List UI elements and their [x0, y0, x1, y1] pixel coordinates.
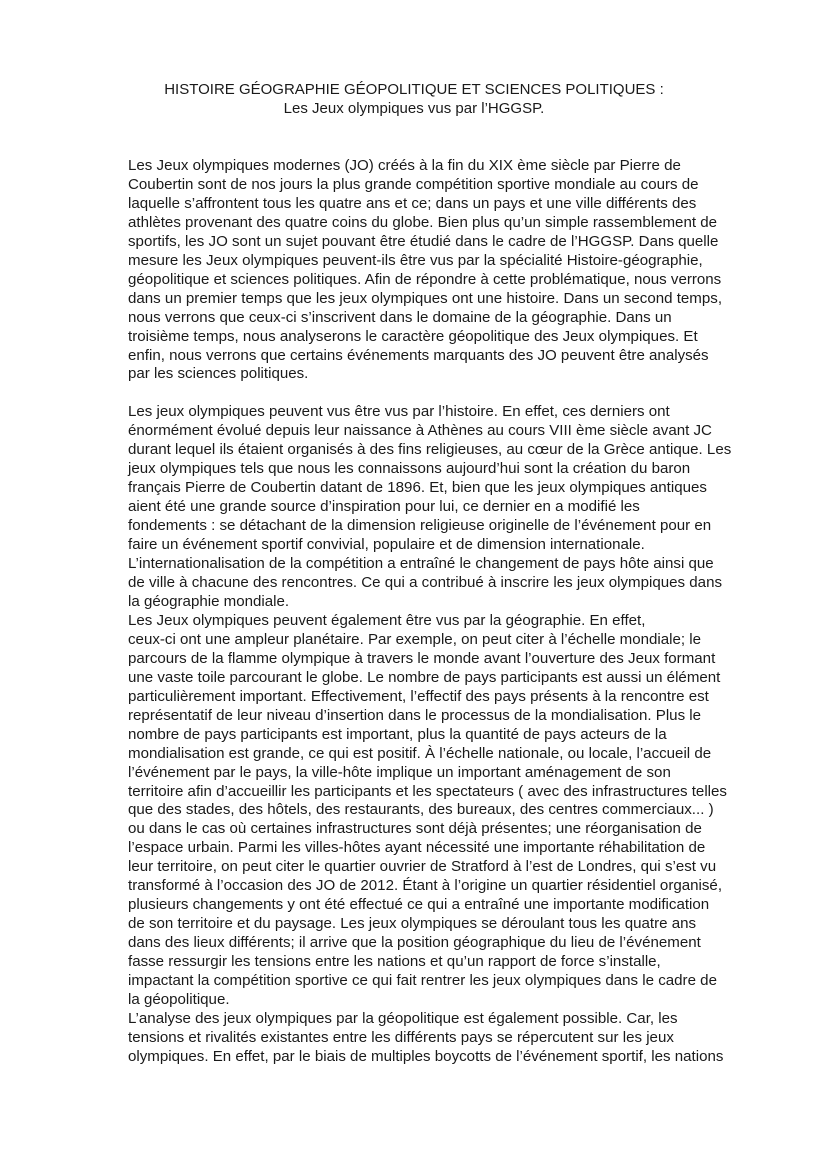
text-line: une vaste toile parcourant le globe. Le nombre de pays participants est aussi un élément	[128, 668, 721, 686]
text-line: aient été une grande source d’inspiration pour lui, ce dernier en a modifié les	[128, 498, 640, 516]
document-header	[0, 80, 828, 118]
text-line: impactant la compétition sportive ce qui fait rentrer les jeux olympiques dans le cadre de	[128, 972, 717, 990]
text-line: fasse ressurgir les tensions entre les nations et qu’un rapport de force s’installe,	[128, 953, 661, 971]
text-line: L’analyse des jeux olympiques par la géopolitique est également possible. Car, les	[128, 1009, 678, 1027]
text-line: dans un premier temps que les jeux olympiques ont une histoire. Dans un second temps,	[128, 289, 723, 307]
document-subtitle: Les Jeux olympiques vus par l’HGGSP.	[283, 100, 545, 117]
text-line: fondements : se détachant de la dimension religieuse originelle de l’événement pour en	[128, 517, 712, 535]
text-line: territoire afin d’accueillir les participants et les spectateurs ( avec des infrastructures telles	[128, 782, 727, 800]
text-line: enfin, nous verrons que certains événements marquants des JO peuvent être analysés	[128, 346, 709, 364]
text-line: Les Jeux olympiques modernes (JO) créés à la fin du XIX ème siècle par Pierre de	[128, 157, 681, 174]
text-line: athlètes provenant des quatre coins du globe. Bien plus qu’un simple rassemblement de	[128, 213, 718, 231]
text-line: nous verrons que ceux-ci s’inscrivent dans le domaine de la géographie. Dans un	[128, 308, 672, 326]
text-line: Les jeux olympiques peuvent vus être vus par l’histoire. En effet, ces derniers ont	[128, 403, 670, 421]
text-line: ceux-ci ont une ampleur planétaire. Par exemple, on peut citer à l’échelle mondiale; le	[128, 630, 702, 648]
text-line: l’événement par le pays, la ville-hôte implique un important aménagement de son	[128, 763, 671, 781]
text-line: géopolitique et sciences politiques. Afin de répondre à cette problématique, nous verrons	[128, 270, 722, 288]
text-line: mondialisation est grande, ce qui est positif. À l’échelle nationale, ou locale, l’accueil de	[128, 744, 712, 762]
document-body	[79, 157, 745, 1067]
text-line: la géographie mondiale.	[128, 592, 290, 610]
text-line: sportifs, les JO sont un sujet pouvant être étudié dans le cadre de l’HGGSP. Dans quelle	[128, 232, 719, 250]
text-line: ou dans le cas où certaines infrastructures sont déjà présentes; une réorganisation de	[128, 820, 702, 838]
text-line: olympiques. En effet, par le biais de multiples boycotts de l’événement sportif, les nations	[128, 1047, 724, 1065]
text-line: nombre de pays participants est important, plus la quantité de pays acteurs de la	[128, 725, 667, 743]
text-line: particulièrement important. Effectivement, l’effectif des pays présents à la rencontre est	[128, 687, 709, 705]
document-title: HISTOIRE GÉOGRAPHIE GÉOPOLITIQUE ET SCIENCES POLITIQUES :	[164, 81, 664, 98]
paragraph-histoire	[79, 403, 745, 611]
paragraph-geopolitique	[79, 1010, 745, 1067]
text-line: Coubertin sont de nos jours la plus grande compétition sportive mondiale au cours de	[128, 175, 699, 193]
text-line: L’internationalisation de la compétition a entraîné le changement de pays hôte ainsi que	[128, 555, 714, 573]
text-line: Les Jeux olympiques peuvent également être vus par la géographie. En effet,	[128, 611, 646, 629]
text-line: français Pierre de Coubertin datant de 1896. Et, bien que les jeux olympiques antiques	[128, 479, 707, 497]
paragraph-introduction	[79, 157, 745, 384]
text-line: durant lequel ils étaient organisés à des fins religieuses, au cœur de la Grèce antique. Les	[128, 441, 732, 459]
text-line: leur territoire, on peut citer le quartier ouvrier de Stratford à l’est de Londres, qui s’est vu	[128, 858, 717, 876]
text-line: troisième temps, nous analyserons le caractère géopolitique des Jeux olympiques. Et	[128, 327, 698, 345]
paragraph-geographie	[79, 612, 745, 1010]
text-line: tensions et rivalités existantes entre les différents pays se répercutent sur les jeux	[128, 1028, 674, 1046]
text-line: dans des lieux différents; il arrive que la position géographique du lieu de l’événement	[128, 934, 701, 952]
text-line: l’espace urbain. Parmi les villes-hôtes ayant nécessité une importante réhabilitation de	[128, 839, 706, 857]
text-line: parcours de la flamme olympique à travers le monde avant l’ouverture des Jeux formant	[128, 649, 716, 667]
text-line: jeux olympiques tels que nous les connaissons aujourd’hui sont la création du baron	[128, 460, 691, 478]
text-line: faire un événement sportif convivial, populaire et de dimension internationale.	[128, 536, 645, 554]
text-line: de son territoire et du paysage. Les jeux olympiques se déroulant tous les quatre ans	[128, 915, 697, 933]
text-line: représentatif de leur niveau d’insertion dans le processus de la mondialisation. Plus le	[128, 706, 702, 724]
text-line: la géopolitique.	[128, 990, 230, 1008]
text-line: que des stades, des hôtels, des restaurants, des bureaux, des centres commerciaux... )	[128, 801, 714, 819]
text-line: laquelle s’affrontent tous les quatre ans et ce; dans un pays et une ville différents des	[128, 194, 697, 212]
text-line: de ville à chacune des rencontres. Ce qui a contribué à inscrire les jeux olympiques dans	[128, 574, 723, 592]
text-line: transformé à l’occasion des JO de 2012. Étant à l’origine un quartier résidentiel organisé,	[128, 877, 723, 895]
text-line: par les sciences politiques.	[128, 365, 309, 383]
text-line: plusieurs changements y ont été effectué ce qui a entraîné une importante modification	[128, 896, 710, 914]
text-line: énormément évolué depuis leur naissance à Athènes au cours VIII ème siècle avant JC	[128, 422, 712, 440]
text-line: mesure les Jeux olympiques peuvent-ils être vus par la spécialité Histoire-géographie,	[128, 251, 703, 269]
